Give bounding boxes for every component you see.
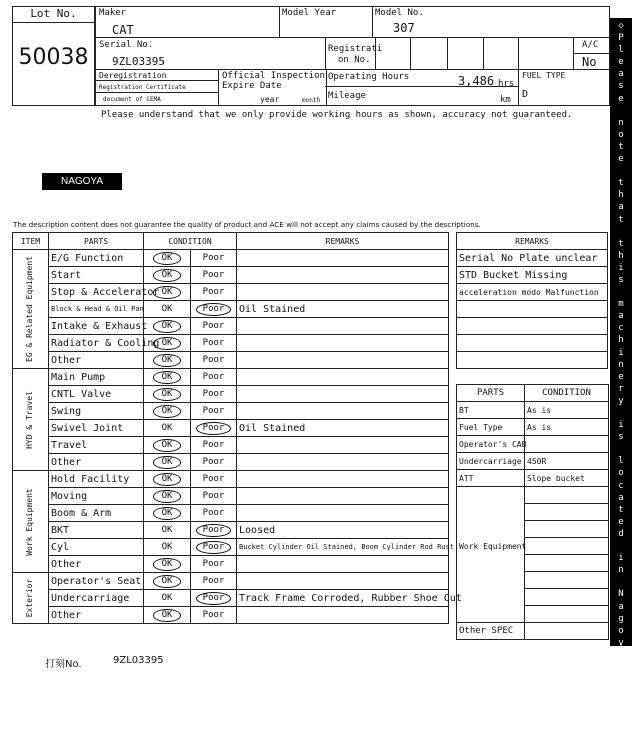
side-blank-cell	[457, 589, 525, 606]
remark	[237, 318, 449, 335]
condition-header: CONDITION	[144, 233, 237, 250]
other-spec-label: Other SPEC	[457, 623, 525, 640]
remark	[237, 403, 449, 420]
side-blank-cell	[525, 623, 609, 640]
sidebar-char: y	[618, 637, 624, 648]
sidebar-char	[618, 105, 623, 117]
poor-option: Poor	[202, 321, 225, 331]
side-parts-table	[456, 384, 609, 640]
side-remarks-table	[456, 232, 608, 369]
sidebar-char: a	[618, 686, 624, 697]
side-blank-cell	[525, 487, 609, 504]
poor-option: Poor	[202, 287, 225, 297]
group-label-cell	[13, 250, 49, 369]
part-name: E/G Function	[49, 250, 144, 267]
table-row	[13, 505, 449, 522]
sidebar-char: e	[618, 516, 624, 527]
poor-circled: Poor	[196, 541, 232, 554]
table-row	[13, 539, 449, 556]
registration-label-1: Registrati	[328, 44, 383, 54]
inspection-table	[12, 232, 462, 624]
serial-value: 9ZL03395	[112, 55, 165, 68]
part-name: Other	[49, 607, 144, 624]
poor-option: Poor	[202, 253, 225, 263]
sidebar-char: P	[618, 33, 624, 44]
remark	[237, 284, 449, 301]
ac-value: No	[582, 55, 597, 69]
table-row	[13, 250, 449, 267]
part-name: Swing	[49, 403, 144, 420]
sidebar-char	[618, 165, 623, 177]
table-row	[13, 522, 449, 539]
side-blank-cell	[525, 606, 609, 623]
poor-circled: Poor	[196, 592, 232, 605]
model-year-label: Model Year	[282, 8, 337, 18]
side-blank-cell	[457, 555, 525, 572]
poor-option: Poor	[202, 270, 225, 280]
sidebar-char: t	[618, 504, 624, 515]
work-equipment-label: Work Equipment	[457, 538, 525, 555]
side-part-condition: As is	[525, 402, 609, 419]
poor-option: Poor	[202, 610, 225, 620]
reg-cert-label: Registration Certificate	[99, 84, 186, 91]
poor-option: Poor	[202, 474, 225, 484]
sidebar-char: l	[618, 456, 624, 467]
remark	[237, 454, 449, 471]
part-name: Stop & Accelerator	[49, 284, 144, 301]
group-label: Work Equipment	[25, 487, 34, 556]
hrs-unit: hrs	[498, 79, 515, 89]
ok-circled: OK	[153, 269, 182, 282]
part-name: Block & Head & Oil Pan	[49, 301, 144, 318]
side-remark: STD Bucket Missing	[457, 267, 608, 284]
sidebar-char: t	[618, 141, 624, 152]
notice-hours: Please understand that we only provide working hours as shown, accuracy not guaranteed.	[101, 110, 573, 120]
side-blank-cell	[457, 487, 525, 504]
sidebar-char: s	[618, 274, 624, 285]
stamp-value: 9ZL03395	[113, 655, 164, 666]
table-row	[13, 369, 449, 386]
ok-circled: OK	[153, 388, 182, 401]
part-name: Other	[49, 454, 144, 471]
ok-circled: OK	[153, 456, 182, 469]
side-remark	[457, 335, 608, 352]
remark	[237, 386, 449, 403]
part-name: BKT	[49, 522, 144, 539]
maker-value: CAT	[112, 23, 134, 37]
sidebar-char: m	[618, 299, 624, 310]
sidebar-char: h	[618, 250, 624, 261]
remark	[237, 250, 449, 267]
ok-circled: OK	[153, 320, 182, 333]
remark: Loosed	[237, 522, 449, 539]
sidebar-char: a	[618, 311, 624, 322]
part-name: Intake & Exhaust	[49, 318, 144, 335]
table-row	[13, 386, 449, 403]
part-name: Boom & Arm	[49, 505, 144, 522]
sidebar-char: a	[618, 601, 624, 612]
ok-circled: OK	[153, 473, 182, 486]
table-row	[13, 284, 449, 301]
poor-option: Poor	[202, 389, 225, 399]
sidebar-char: n	[618, 565, 624, 576]
side-condition-header: CONDITION	[525, 385, 609, 402]
side-part-name: BT	[457, 402, 525, 419]
side-part-name: ATT	[457, 470, 525, 487]
sidebar-char: r	[618, 698, 624, 709]
group-label: EG & Related Equipment	[25, 256, 34, 362]
stamp-label: 打刻No.	[45, 659, 82, 670]
sidebar-char: y	[618, 395, 624, 406]
fuel-type-value: D	[522, 89, 529, 100]
part-name: Travel	[49, 437, 144, 454]
poor-option: Poor	[202, 576, 225, 586]
fuel-type-label: FUEL TYPE	[522, 71, 566, 80]
group-label-cell	[13, 369, 49, 471]
year-label: year	[260, 95, 280, 104]
cema-label: document of CEMA	[103, 96, 161, 103]
registration-label-2: on No.	[338, 55, 371, 65]
ok-circled: OK	[153, 405, 182, 418]
poor-option: Poor	[202, 491, 225, 501]
table-row	[13, 607, 449, 624]
ok-circled: OK	[153, 558, 182, 571]
side-blank-cell	[525, 538, 609, 555]
sidebar-char: d	[618, 710, 624, 721]
ok-circled: OK	[153, 507, 182, 520]
sidebar-char	[618, 443, 623, 455]
parts-header: PARTS	[49, 233, 144, 250]
sidebar-char: i	[618, 262, 624, 273]
poor-option: Poor	[202, 372, 225, 382]
model-no-label: Model No.	[375, 8, 424, 18]
part-name: Main Pump	[49, 369, 144, 386]
side-remark: Serial No Plate unclear	[457, 250, 608, 267]
table-row	[13, 403, 449, 420]
ok-circled: OK	[153, 252, 182, 265]
poor-circled: Poor	[196, 303, 232, 316]
ok-option: OK	[161, 304, 173, 314]
lot-number: 50038	[18, 45, 89, 70]
sidebar-char: o	[618, 129, 624, 140]
side-part-condition	[525, 436, 609, 453]
sidebar-char	[618, 407, 623, 419]
sidebar-char: Y	[618, 674, 624, 685]
sidebar-char: i	[618, 420, 624, 431]
poor-option: Poor	[202, 406, 225, 416]
sidebar-char: a	[618, 492, 624, 503]
ok-circled: OK	[153, 286, 182, 299]
sidebar-char: a	[618, 202, 624, 213]
maker-label: Maker	[99, 8, 127, 18]
location-notice-sidebar	[610, 18, 632, 733]
side-part-name: Operator's CAB	[457, 436, 525, 453]
part-name: Other	[49, 352, 144, 369]
side-blank-cell	[457, 504, 525, 521]
table-row	[13, 556, 449, 573]
inspection-label-2: Expire Date	[222, 81, 282, 91]
sidebar-char: t	[618, 238, 624, 249]
sidebar-char: c	[618, 323, 624, 334]
part-name: Swivel Joint	[49, 420, 144, 437]
sidebar-char: e	[618, 93, 624, 104]
sidebar-char: s	[618, 81, 624, 92]
remark: Bucket Cylinder Oil Stained, Boom Cylinder Rod Rust	[237, 539, 449, 556]
sidebar-char	[618, 661, 623, 673]
remark	[237, 488, 449, 505]
remark: Track Frame Corroded, Rubber Shoe Cut	[237, 590, 449, 607]
poor-option: Poor	[202, 338, 225, 348]
mileage-label: Mileage	[328, 91, 366, 101]
sidebar-char: h	[618, 335, 624, 346]
part-name: Cyl	[49, 539, 144, 556]
poor-option: Poor	[202, 559, 225, 569]
side-parts-header: PARTS	[457, 385, 525, 402]
sidebar-char: d	[618, 528, 624, 539]
table-row	[13, 488, 449, 505]
poor-circled: Poor	[196, 422, 232, 435]
remark: Oil Stained	[237, 301, 449, 318]
sidebar-char: o	[618, 468, 624, 479]
sidebar-char: N	[618, 589, 624, 600]
sidebar-char: e	[618, 154, 624, 165]
part-name: Other	[49, 556, 144, 573]
ok-circled: OK	[153, 439, 182, 452]
side-blank-cell	[525, 572, 609, 589]
part-name: CNTL Valve	[49, 386, 144, 403]
side-part-condition: As is	[525, 419, 609, 436]
lot-label: Lot No.	[12, 6, 95, 23]
side-blank-cell	[525, 555, 609, 572]
ok-option: OK	[161, 542, 173, 552]
group-label-cell	[13, 471, 49, 573]
remark	[237, 437, 449, 454]
inspection-label-1: Official Inspection	[222, 71, 325, 81]
ok-circled: OK	[153, 371, 182, 384]
table-row	[13, 267, 449, 284]
remarks-header: REMARKS	[237, 233, 449, 250]
sidebar-char: i	[618, 553, 624, 564]
side-part-condition: 450R	[525, 453, 609, 470]
side-remarks-header: REMARKS	[457, 233, 608, 250]
ok-circled: OK	[153, 609, 182, 622]
sidebar-char	[618, 540, 623, 552]
side-remark: acceleration modo Malfunction	[457, 284, 608, 301]
sidebar-char: r	[618, 383, 624, 394]
part-name: Radiator & Cooling	[49, 335, 144, 352]
side-remark	[457, 301, 608, 318]
sidebar-char: i	[618, 347, 624, 358]
ok-option: OK	[161, 525, 173, 535]
side-blank-cell	[525, 589, 609, 606]
hours-label: Operating Hours	[328, 72, 410, 82]
hours-value: 3,486	[458, 74, 495, 88]
side-blank-cell	[457, 521, 525, 538]
group-label: HYD & Travel	[25, 390, 34, 449]
sidebar-char	[618, 286, 623, 298]
model-no-value: 307	[393, 21, 415, 35]
side-part-name: Fuel Type	[457, 419, 525, 436]
remark	[237, 352, 449, 369]
sidebar-char: c	[618, 480, 624, 491]
remark	[237, 267, 449, 284]
group-label: Exterior	[25, 578, 34, 618]
remark	[237, 573, 449, 590]
km-unit: km	[500, 95, 511, 105]
ok-circled: OK	[153, 575, 182, 588]
sidebar-char: g	[618, 613, 624, 624]
side-remark	[457, 352, 608, 369]
part-name: Undercarriage	[49, 590, 144, 607]
part-name: Hold Facility	[49, 471, 144, 488]
part-name: Operator's Seat	[49, 573, 144, 590]
ok-option: OK	[161, 593, 173, 603]
table-row	[13, 335, 449, 352]
ok-circled: OK	[153, 354, 182, 367]
remark	[237, 369, 449, 386]
remark	[237, 471, 449, 488]
sidebar-char: h	[618, 190, 624, 201]
ok-option: OK	[161, 423, 173, 433]
ok-circled: OK	[153, 337, 182, 350]
part-name: Moving	[49, 488, 144, 505]
sidebar-char: n	[618, 359, 624, 370]
poor-option: Poor	[202, 508, 225, 518]
table-row	[13, 454, 449, 471]
remark	[237, 505, 449, 522]
table-row	[13, 301, 449, 318]
remark	[237, 335, 449, 352]
poor-circled: Poor	[196, 524, 232, 537]
table-row	[13, 352, 449, 369]
side-part-condition: Slope bucket	[525, 470, 609, 487]
sidebar-char	[618, 226, 623, 238]
ac-label: A/C	[582, 40, 599, 50]
sidebar-char: t	[618, 214, 624, 225]
remark	[237, 556, 449, 573]
sidebar-char: n	[618, 117, 624, 128]
disclaimer: The description content does not guarantee the quality of product and ACE will not accept any claims caused by the descriptions.	[13, 220, 481, 229]
side-blank-cell	[525, 504, 609, 521]
sidebar-char: e	[618, 57, 624, 68]
sidebar-char: s	[618, 432, 624, 443]
remark: Oil Stained	[237, 420, 449, 437]
poor-option: Poor	[202, 355, 225, 365]
table-row	[13, 573, 449, 590]
table-row	[13, 420, 449, 437]
table-row	[13, 318, 449, 335]
table-row	[13, 590, 449, 607]
sidebar-char: t	[618, 178, 624, 189]
month-label: month	[302, 97, 321, 104]
poor-option: Poor	[202, 440, 225, 450]
part-name: Start	[49, 267, 144, 284]
side-blank-cell	[525, 521, 609, 538]
ok-circled: OK	[153, 490, 182, 503]
sidebar-char: a	[618, 69, 624, 80]
sidebar-char: ◇	[618, 21, 624, 31]
item-header: ITEM	[13, 233, 49, 250]
poor-option: Poor	[202, 457, 225, 467]
sidebar-char: l	[618, 45, 624, 56]
remark	[237, 607, 449, 624]
location-badge: NAGOYA	[42, 173, 122, 190]
sidebar-char: ◇	[618, 722, 624, 733]
table-row	[13, 471, 449, 488]
side-blank-cell	[457, 572, 525, 589]
side-remark	[457, 318, 608, 335]
serial-label: Serial No.	[99, 40, 154, 50]
dereg-label: Deregistration	[99, 71, 167, 80]
side-blank-cell	[457, 606, 525, 623]
sidebar-char	[618, 576, 623, 588]
sidebar-char: a	[618, 649, 624, 660]
group-label-cell	[13, 573, 49, 624]
sidebar-char: o	[618, 625, 624, 636]
sidebar-char: e	[618, 371, 624, 382]
side-part-name: Undercarriage	[457, 453, 525, 470]
table-row	[13, 437, 449, 454]
